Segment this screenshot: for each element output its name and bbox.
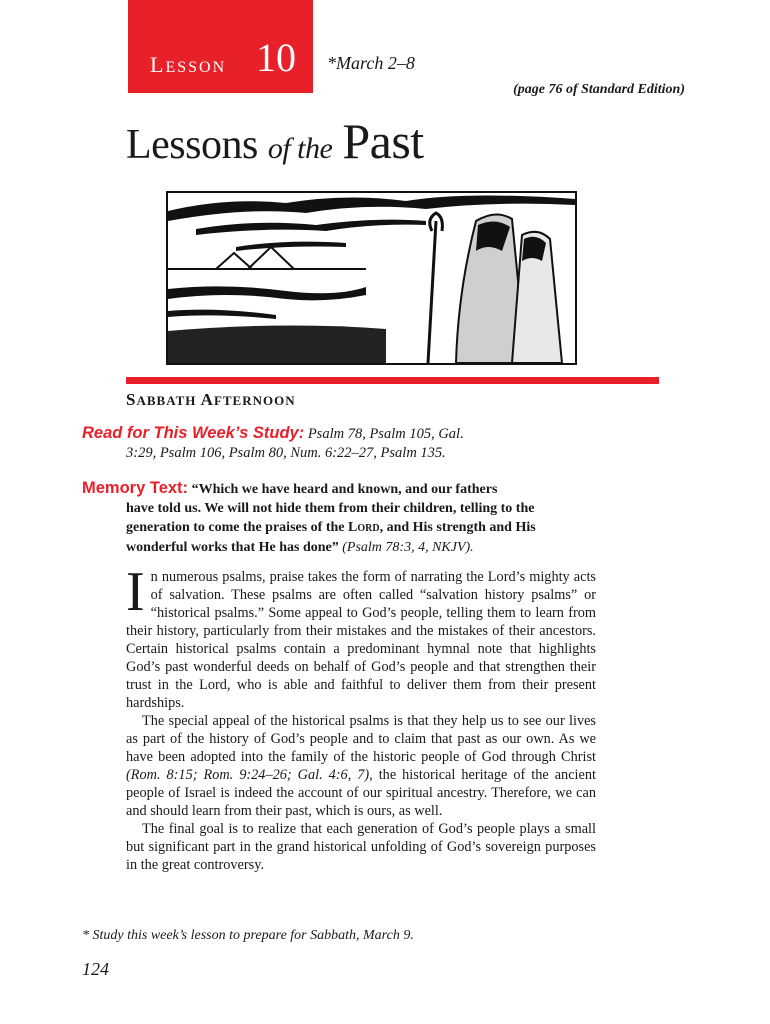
- paragraph-2: The special appeal of the historical psalms is that they help us to see our lives as part of the history of God’s people and to claim that past as our own. As we have been adopted into the family of the historic people of God through Christ (Rom. 8:15; Rom. 9:24–26; Gal. 4:6, 7), the historical heritage of the ancient people of Israel is indeed the account of our spiritual ancestry. Therefore, we can and should learn from their past, which is ours, as well.: [126, 713, 596, 819]
- drop-cap: I: [126, 561, 145, 623]
- read-for-study: Read for This Week’s Study: Psalm 78, Psalm 105, Gal. 3:29, Psalm 106, Psalm 80, Num. 6:22–27, Psalm 135.: [82, 424, 464, 461]
- ground: [168, 325, 386, 363]
- memory-text: Memory Text: “Which we have heard and known, and our fathers have told us. We will not hide them from their children, telling to the generation to come the praises of the LORD, and His strength and His wonderful works that He has done” (Psalm 78:3, 4, NKJV).: [82, 479, 536, 555]
- edition-note: (page 76 of Standard Edition): [513, 82, 685, 97]
- section-heading: SABBATH AFTERNOON: [126, 390, 296, 409]
- footnote: * Study this week’s lesson to prepare for Sabbath, March 9.: [82, 928, 414, 943]
- paragraph-1: In numerous psalms, praise takes the form of narrating the Lord’s mighty acts of salvation. These psalms are often called “salvation history psalms” or “historical psalms.” Some appeal to God’s people, telling them to learn from their history, particularly from their mistakes and the mistakes of their ancestors. Certain historical psalms contain a predominant hymnal note that highlights God’s past wonderful deeds on behalf of God’s people and that strengthen their trust in the Lord, who is able and faithful to deliver them from their present hardships.: [126, 561, 596, 711]
- section-rule: [126, 377, 659, 384]
- lesson-number: 10: [256, 35, 296, 80]
- lesson-body: [126, 561, 596, 874]
- read-label: Read for This Week’s Study:: [82, 424, 305, 442]
- paragraph-3: The final goal is to realize that each generation of God’s people plays a small but significant part in the grand historical unfolding of God’s sovereign purposes in the great controversy.: [126, 821, 596, 873]
- lesson-dates: *March 2–8: [327, 53, 415, 73]
- memory-label: Memory Text:: [82, 479, 189, 497]
- page-title: Lessons of the Past: [126, 113, 424, 169]
- lesson-label: LESSON: [150, 52, 227, 77]
- page-number: 124: [82, 959, 109, 979]
- lesson-illustration: [166, 191, 577, 365]
